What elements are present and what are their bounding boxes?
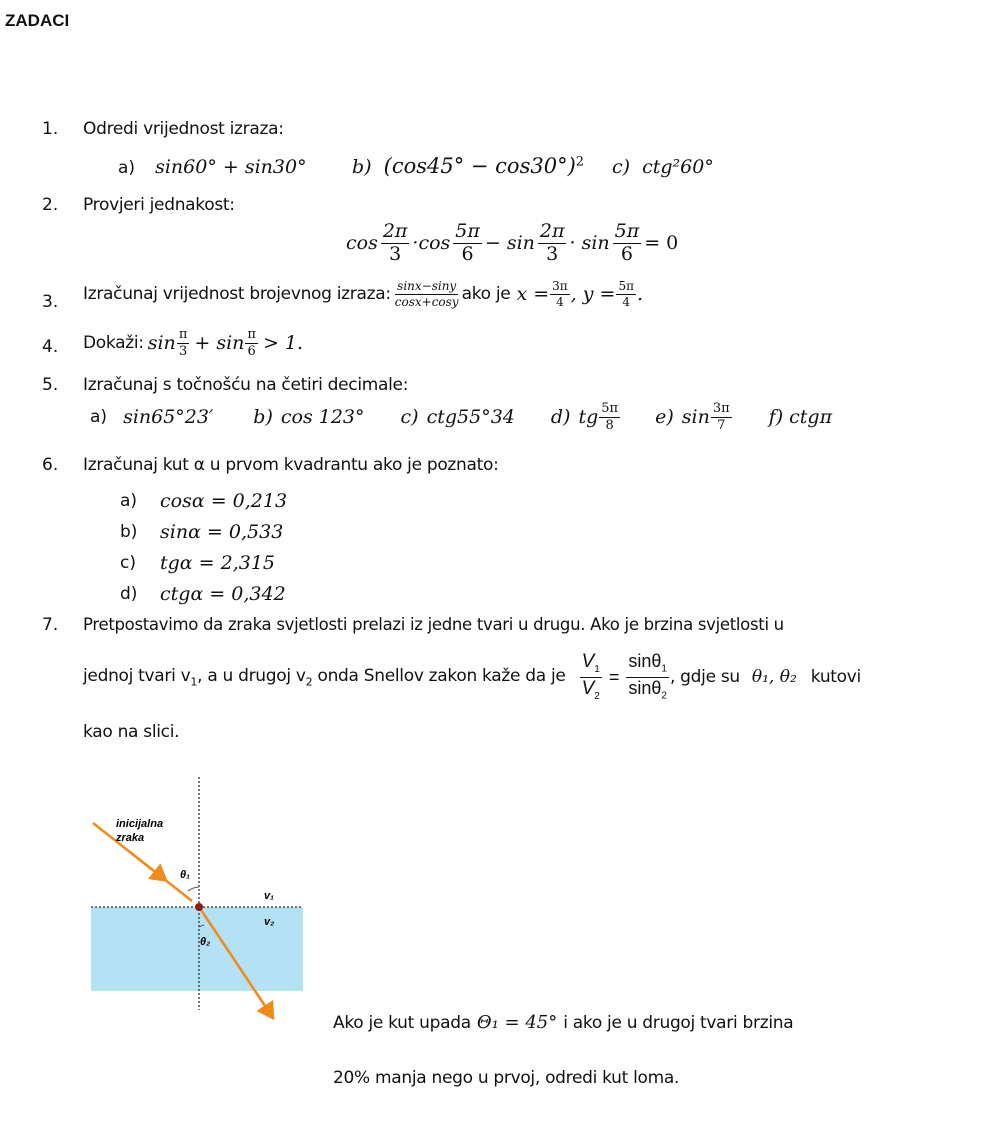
denominator: 3 <box>389 242 402 265</box>
list-item <box>120 578 287 609</box>
denominator: 3 <box>178 343 188 359</box>
denominator: cosx+cosy <box>394 294 459 309</box>
item-text: Odredi vrijednost izraza: <box>83 119 284 139</box>
item-text: kao na slici. <box>83 722 180 742</box>
symbol: sinθ <box>628 651 662 672</box>
period: . <box>636 283 644 306</box>
numerator: π <box>178 327 188 342</box>
fn: · sin <box>569 232 610 255</box>
text <box>83 666 566 688</box>
item-number: 7. <box>42 615 59 635</box>
symbol: V <box>581 651 595 673</box>
task3-row <box>83 280 643 308</box>
fraction <box>245 328 258 358</box>
ray-label-1: inicijalna <box>116 818 164 830</box>
label: b) <box>352 156 372 178</box>
numerator: π <box>247 327 256 342</box>
incidence-point <box>195 903 203 911</box>
refraction-figure <box>88 775 318 1030</box>
item-text: Izračunaj s točnošću na četiri decimale: <box>83 375 409 395</box>
list-item <box>120 485 287 516</box>
label: b) <box>120 521 138 542</box>
y-eq: , y = <box>570 283 616 306</box>
numerator: 5π <box>455 220 480 242</box>
fraction <box>599 402 620 432</box>
list-item <box>120 547 287 578</box>
label: f) <box>768 406 784 429</box>
task1-row <box>118 156 307 178</box>
label: d) <box>550 406 571 429</box>
task1-b <box>352 154 584 178</box>
angle-expression: Θ₁ = 45° <box>476 1012 558 1033</box>
denominator: 6 <box>461 242 474 265</box>
task1-c <box>612 156 714 178</box>
label: a) <box>118 158 136 178</box>
fraction <box>381 222 410 265</box>
subscript: 2 <box>305 675 313 689</box>
expression: sin65°23′ <box>123 406 214 429</box>
fraction <box>616 280 636 308</box>
item-number: 2. <box>42 195 59 215</box>
subscript: 1 <box>190 675 198 689</box>
symbol: V <box>581 677 595 699</box>
denominator: 6 <box>620 242 633 265</box>
expression: ctgα = 0,342 <box>160 582 286 605</box>
item-number: 6. <box>42 455 59 475</box>
fraction <box>613 222 642 265</box>
label: a) <box>90 407 108 428</box>
label: d) <box>120 583 138 604</box>
text: ako je <box>461 284 511 305</box>
expression: (cos45° − cos30°) <box>383 154 576 178</box>
expression: cos 123° <box>280 406 365 429</box>
fraction <box>453 222 482 265</box>
v1-label: v₁ <box>264 890 274 902</box>
label: c) <box>120 552 136 573</box>
list-item <box>120 516 287 547</box>
theta1-label: θ₁ <box>180 869 191 881</box>
label: e) <box>655 406 674 429</box>
ray-label-2: zraka <box>116 832 145 844</box>
denominator: 4 <box>556 294 564 309</box>
item-text: Pretpostavimo da zraka svjetlosti prelazi iz jedne tvari u drugu. Ako je brzina svjetlosti u <box>83 615 784 634</box>
fn: sin <box>681 406 710 429</box>
symbol: sinθ <box>628 677 662 698</box>
denominator: 3 <box>546 242 559 265</box>
expression: sin60° + sin30° <box>155 156 307 178</box>
expression: ctg²60° <box>642 156 714 178</box>
equals: = 0 <box>644 232 679 255</box>
fn: − sin <box>484 232 535 255</box>
fraction <box>711 402 732 432</box>
denominator <box>580 678 602 702</box>
fn: cos <box>346 232 378 255</box>
task4-row <box>83 328 303 358</box>
item-number: 4. <box>42 337 59 357</box>
numerator: 3π <box>552 279 568 293</box>
fraction <box>550 280 570 308</box>
fn: + sin <box>194 332 245 355</box>
denominator: 8 <box>605 417 614 433</box>
item-text: Provjeri jednakost: <box>83 195 235 215</box>
denominator <box>626 678 669 702</box>
final-line-1 <box>333 1012 793 1033</box>
expression: sinα = 0,533 <box>160 520 284 543</box>
denominator: 4 <box>622 294 631 309</box>
text-part: onda Snellov zakon kaže da je <box>312 665 566 686</box>
fn: sin <box>147 332 176 355</box>
x-eq: x = <box>516 283 550 306</box>
text: kutovi <box>810 667 861 687</box>
task6-list <box>120 485 287 609</box>
expression: tgα = 2,315 <box>160 551 276 574</box>
item-number: 1. <box>42 119 59 139</box>
label: c) <box>612 156 631 178</box>
item-text: Izračunaj vrijednost brojevnog izraza: <box>83 284 391 305</box>
fraction <box>177 328 190 358</box>
inequality: > 1. <box>262 332 304 355</box>
final-line-2: 20% manja nego u prvoj, odredi kut loma. <box>333 1068 680 1088</box>
item-text: Izračunaj kut α u prvom kvadrantu ako je poznato: <box>83 455 499 475</box>
numerator: 3π <box>712 401 730 416</box>
item-number: 3. <box>42 292 59 312</box>
text-part: , a u drugoj v <box>197 665 306 686</box>
fraction <box>393 280 461 308</box>
snell-line <box>83 650 861 704</box>
fn: ·cos <box>412 232 451 255</box>
subscript: 2 <box>594 690 600 702</box>
fraction <box>538 222 567 265</box>
v2-label: v₂ <box>264 916 275 928</box>
label: c) <box>400 406 419 429</box>
numerator: 5π <box>601 401 619 416</box>
numerator: 5π <box>614 220 640 242</box>
text-part: jednoj tvari v <box>83 665 191 686</box>
item-text: Dokaži: <box>83 333 144 354</box>
subscript: 1 <box>594 664 600 675</box>
subscript: 2 <box>661 690 667 702</box>
angle-arc-1 <box>188 887 199 891</box>
text: , gdje su <box>669 667 740 687</box>
numerator: 2π <box>382 220 408 242</box>
task5-row <box>90 402 832 432</box>
text: i ako je u drugoj tvari brzina <box>563 1012 794 1033</box>
exponent: 2 <box>575 154 585 170</box>
denominator: 6 <box>247 343 256 359</box>
fn: tg <box>578 406 599 429</box>
page-title: ZADACI <box>5 11 70 30</box>
expression: ctg55°34 <box>426 406 515 429</box>
numerator <box>626 652 669 677</box>
expression: cosα = 0,213 <box>160 489 288 512</box>
task2-equation <box>346 222 678 265</box>
text: Ako je kut upada <box>333 1012 471 1033</box>
numerator: 2π <box>539 220 565 242</box>
label: a) <box>120 490 138 511</box>
subscript: 1 <box>661 664 667 675</box>
numerator: sinx−siny <box>397 279 457 293</box>
label: b) <box>253 406 273 429</box>
item-number: 5. <box>42 375 59 395</box>
numerator: 5π <box>618 279 634 293</box>
equals: = <box>608 666 620 687</box>
fraction-sin <box>626 652 669 701</box>
numerator <box>580 652 602 677</box>
expression: ctgπ <box>789 406 833 429</box>
denominator: 7 <box>717 417 726 433</box>
incident-arrow <box>128 851 166 881</box>
theta-pair: θ₁, θ₂ <box>751 667 797 687</box>
fraction-v <box>580 652 602 702</box>
theta2-label: θ₂ <box>200 936 211 948</box>
